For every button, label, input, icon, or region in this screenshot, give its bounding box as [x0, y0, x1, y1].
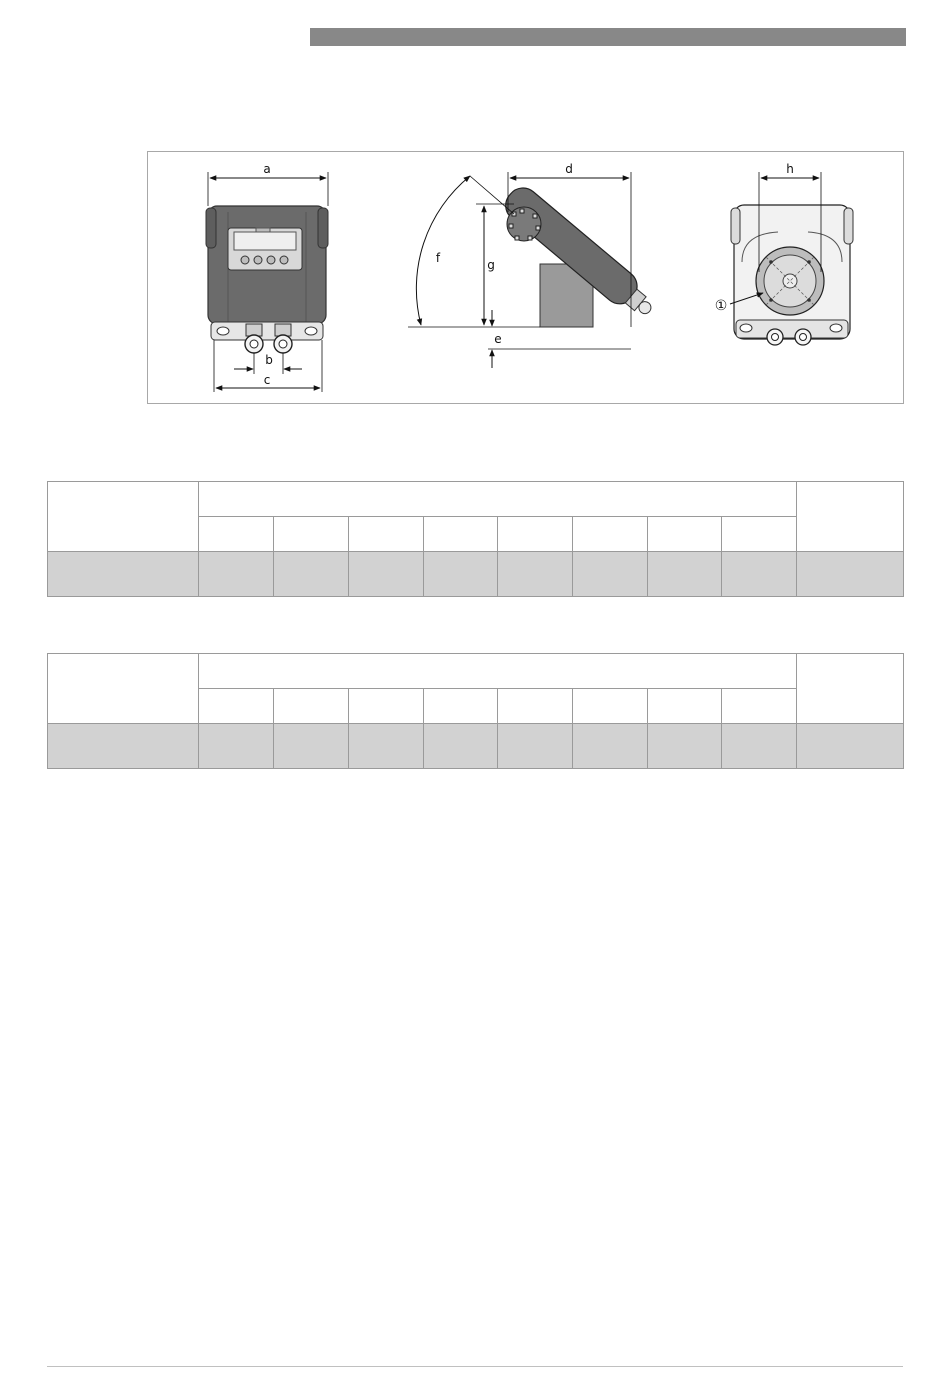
footer-divider	[47, 1366, 903, 1367]
table-cell	[648, 724, 722, 769]
table-group-header	[199, 654, 797, 689]
table-last-header	[797, 654, 904, 724]
table-cell	[797, 552, 904, 597]
table-corner-cell	[48, 482, 199, 552]
table-subheader-cell	[573, 517, 648, 552]
table-subheader-cell	[199, 689, 274, 724]
dim-label-g: g	[487, 258, 495, 272]
table-cell	[199, 552, 274, 597]
side-view	[408, 172, 660, 368]
table-subheader-cell	[498, 517, 573, 552]
dimension-table-2	[47, 653, 904, 769]
table-group-header	[199, 482, 797, 517]
table-cell	[722, 552, 797, 597]
table-cell	[199, 724, 274, 769]
table-cell	[498, 724, 573, 769]
table-subheader-cell	[349, 689, 424, 724]
section-header-bar	[310, 28, 906, 46]
table-subheader-cell	[349, 517, 424, 552]
table-subheader-cell	[424, 517, 498, 552]
table-cell	[424, 552, 498, 597]
table-cell	[274, 724, 349, 769]
callout-number-1: ①	[714, 298, 728, 314]
dim-label-d: d	[565, 162, 573, 176]
table-cell	[498, 552, 573, 597]
dimension-table-1	[47, 481, 904, 597]
table-cell	[349, 724, 424, 769]
table-cell	[573, 724, 648, 769]
table-row	[48, 724, 904, 769]
rear-view	[730, 172, 853, 345]
table-cell	[424, 724, 498, 769]
dimension-drawing	[147, 151, 904, 404]
table-corner-cell	[48, 654, 199, 724]
table-cell	[274, 552, 349, 597]
dim-label-f: f	[435, 251, 441, 265]
dim-label-c: c	[263, 373, 271, 387]
table-subheader-cell	[274, 517, 349, 552]
table-subheader-cell	[573, 689, 648, 724]
dim-label-a: a	[263, 162, 271, 176]
table-cell	[48, 552, 199, 597]
table-header-row	[48, 482, 904, 517]
table-subheader-cell	[498, 689, 573, 724]
table-subheader-cell	[648, 689, 722, 724]
table-cell	[573, 552, 648, 597]
dim-label-h: h	[786, 162, 794, 176]
table-subheader-cell	[424, 689, 498, 724]
dimension-drawing-svg	[148, 152, 905, 405]
table-cell	[797, 724, 904, 769]
table-subheader-cell	[648, 517, 722, 552]
table-row	[48, 552, 904, 597]
table-subheader-cell	[274, 689, 349, 724]
table-cell	[648, 552, 722, 597]
table-cell	[722, 724, 797, 769]
table-last-header	[797, 482, 904, 552]
table-subheader-cell	[722, 689, 797, 724]
table-header-row	[48, 654, 904, 689]
table-cell	[48, 724, 199, 769]
table-subheader-cell	[199, 517, 274, 552]
dim-label-e: e	[494, 332, 502, 346]
table-subheader-cell	[722, 517, 797, 552]
dim-label-b: b	[265, 353, 273, 367]
table-cell	[349, 552, 424, 597]
